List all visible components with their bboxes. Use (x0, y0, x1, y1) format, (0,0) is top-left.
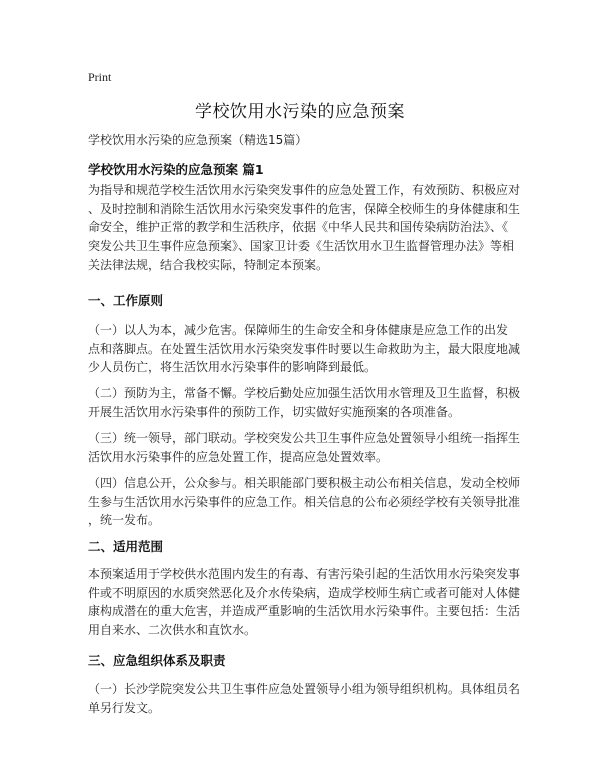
principle-paragraph-4 (88, 474, 520, 530)
text-line: 命安全，维护正常的教学和生活秩序，依据《中华人民共和国传染病防治法》、《 (88, 220, 509, 235)
organization-paragraph-1 (88, 680, 520, 717)
text-line: 单另行发文。 (88, 700, 161, 715)
text-line: （四）信息公开，公众参与。相关职能部门要积极主动公布相关信息，发动全校师 (88, 476, 521, 490)
text-line: （三）统一领导，部门联动。学校突发公共卫生事件应急处置领导小组统一指挥生 (88, 431, 521, 445)
principle-paragraph-1 (88, 321, 520, 377)
section-heading-organization: 三、应急组织体系及职责 (88, 653, 226, 668)
text-line: ，统一发布。 (88, 513, 161, 528)
text-line: 开展生活饮用水污染事件的预防工作，切实做好实施预案的各项准备。 (88, 404, 461, 419)
text-line: （一）长沙学院突发公共卫生事件应急处置领导小组为领导组织机构。具体组员名 (88, 682, 521, 696)
principle-paragraph-2 (88, 384, 520, 421)
section-heading-principles: 一、工作原则 (88, 293, 164, 308)
text-line: 为指导和规范学校生活饮用水污染突发事件的应急处置工作，有效预防、积极应对 (88, 183, 521, 197)
section-heading-scope: 二、适用范围 (88, 539, 164, 554)
text-line: 康构成潜在的重大危害，并造成严重影响的生活饮用水污染事件。主要包括：生活 (88, 604, 521, 619)
text-line: 用自来水、二次供水和直饮水。 (88, 623, 257, 638)
text-line: 件或不明原因的水质突然恶化及介水传染病，造成学校师生病亡或者可能对人体健 (88, 585, 521, 600)
text-line: 本预案适用于学校供水范围内发生的有毒、有害污染引起的生活饮用水污染突发事 (88, 567, 521, 581)
document-subtitle: 学校饮用水污染的应急预案（精选15篇） (88, 133, 308, 147)
intro-paragraph (88, 181, 520, 275)
text-line: （二）预防为主，常备不懈。学校后勤处应加强生活饮用水管理及卫生监督，积极 (88, 386, 521, 400)
print-label: Print (88, 70, 112, 84)
text-line: 点和落脚点。在处置生活饮用水污染突发事件时要以生命救助为主，最大限度地减 (88, 341, 521, 356)
text-line: 突发公共卫生事件应急预案》、国家卫计委《生活饮用水卫生监督管理办法》等相 (88, 239, 515, 254)
text-line: 少人员伤亡，将生活饮用水污染事件的影响降到最低。 (88, 360, 377, 375)
text-line: 活饮用水污染事件的应急处置工作，提高应急处置效率。 (88, 449, 389, 464)
text-line: 生参与生活饮用水污染事件的应急工作。相关信息的公布必须经学校有关领导批准 (88, 494, 521, 509)
text-line: 关法律法规，结合我校实际，特制定本预案。 (88, 257, 329, 272)
text-line: 、及时控制和消除生活饮用水污染突发事件的危害，保障全校师生的身体健康和生 (88, 201, 521, 216)
article-heading: 学校饮用水污染的应急预案 篇1 (88, 162, 264, 177)
scope-paragraph (88, 565, 520, 640)
principle-paragraph-3 (88, 429, 520, 466)
text-line: （一）以人为本，减少危害。保障师生的生命安全和身体健康是应急工作的出发 (88, 323, 509, 337)
document-title: 学校饮用水污染的应急预案 (195, 102, 405, 122)
